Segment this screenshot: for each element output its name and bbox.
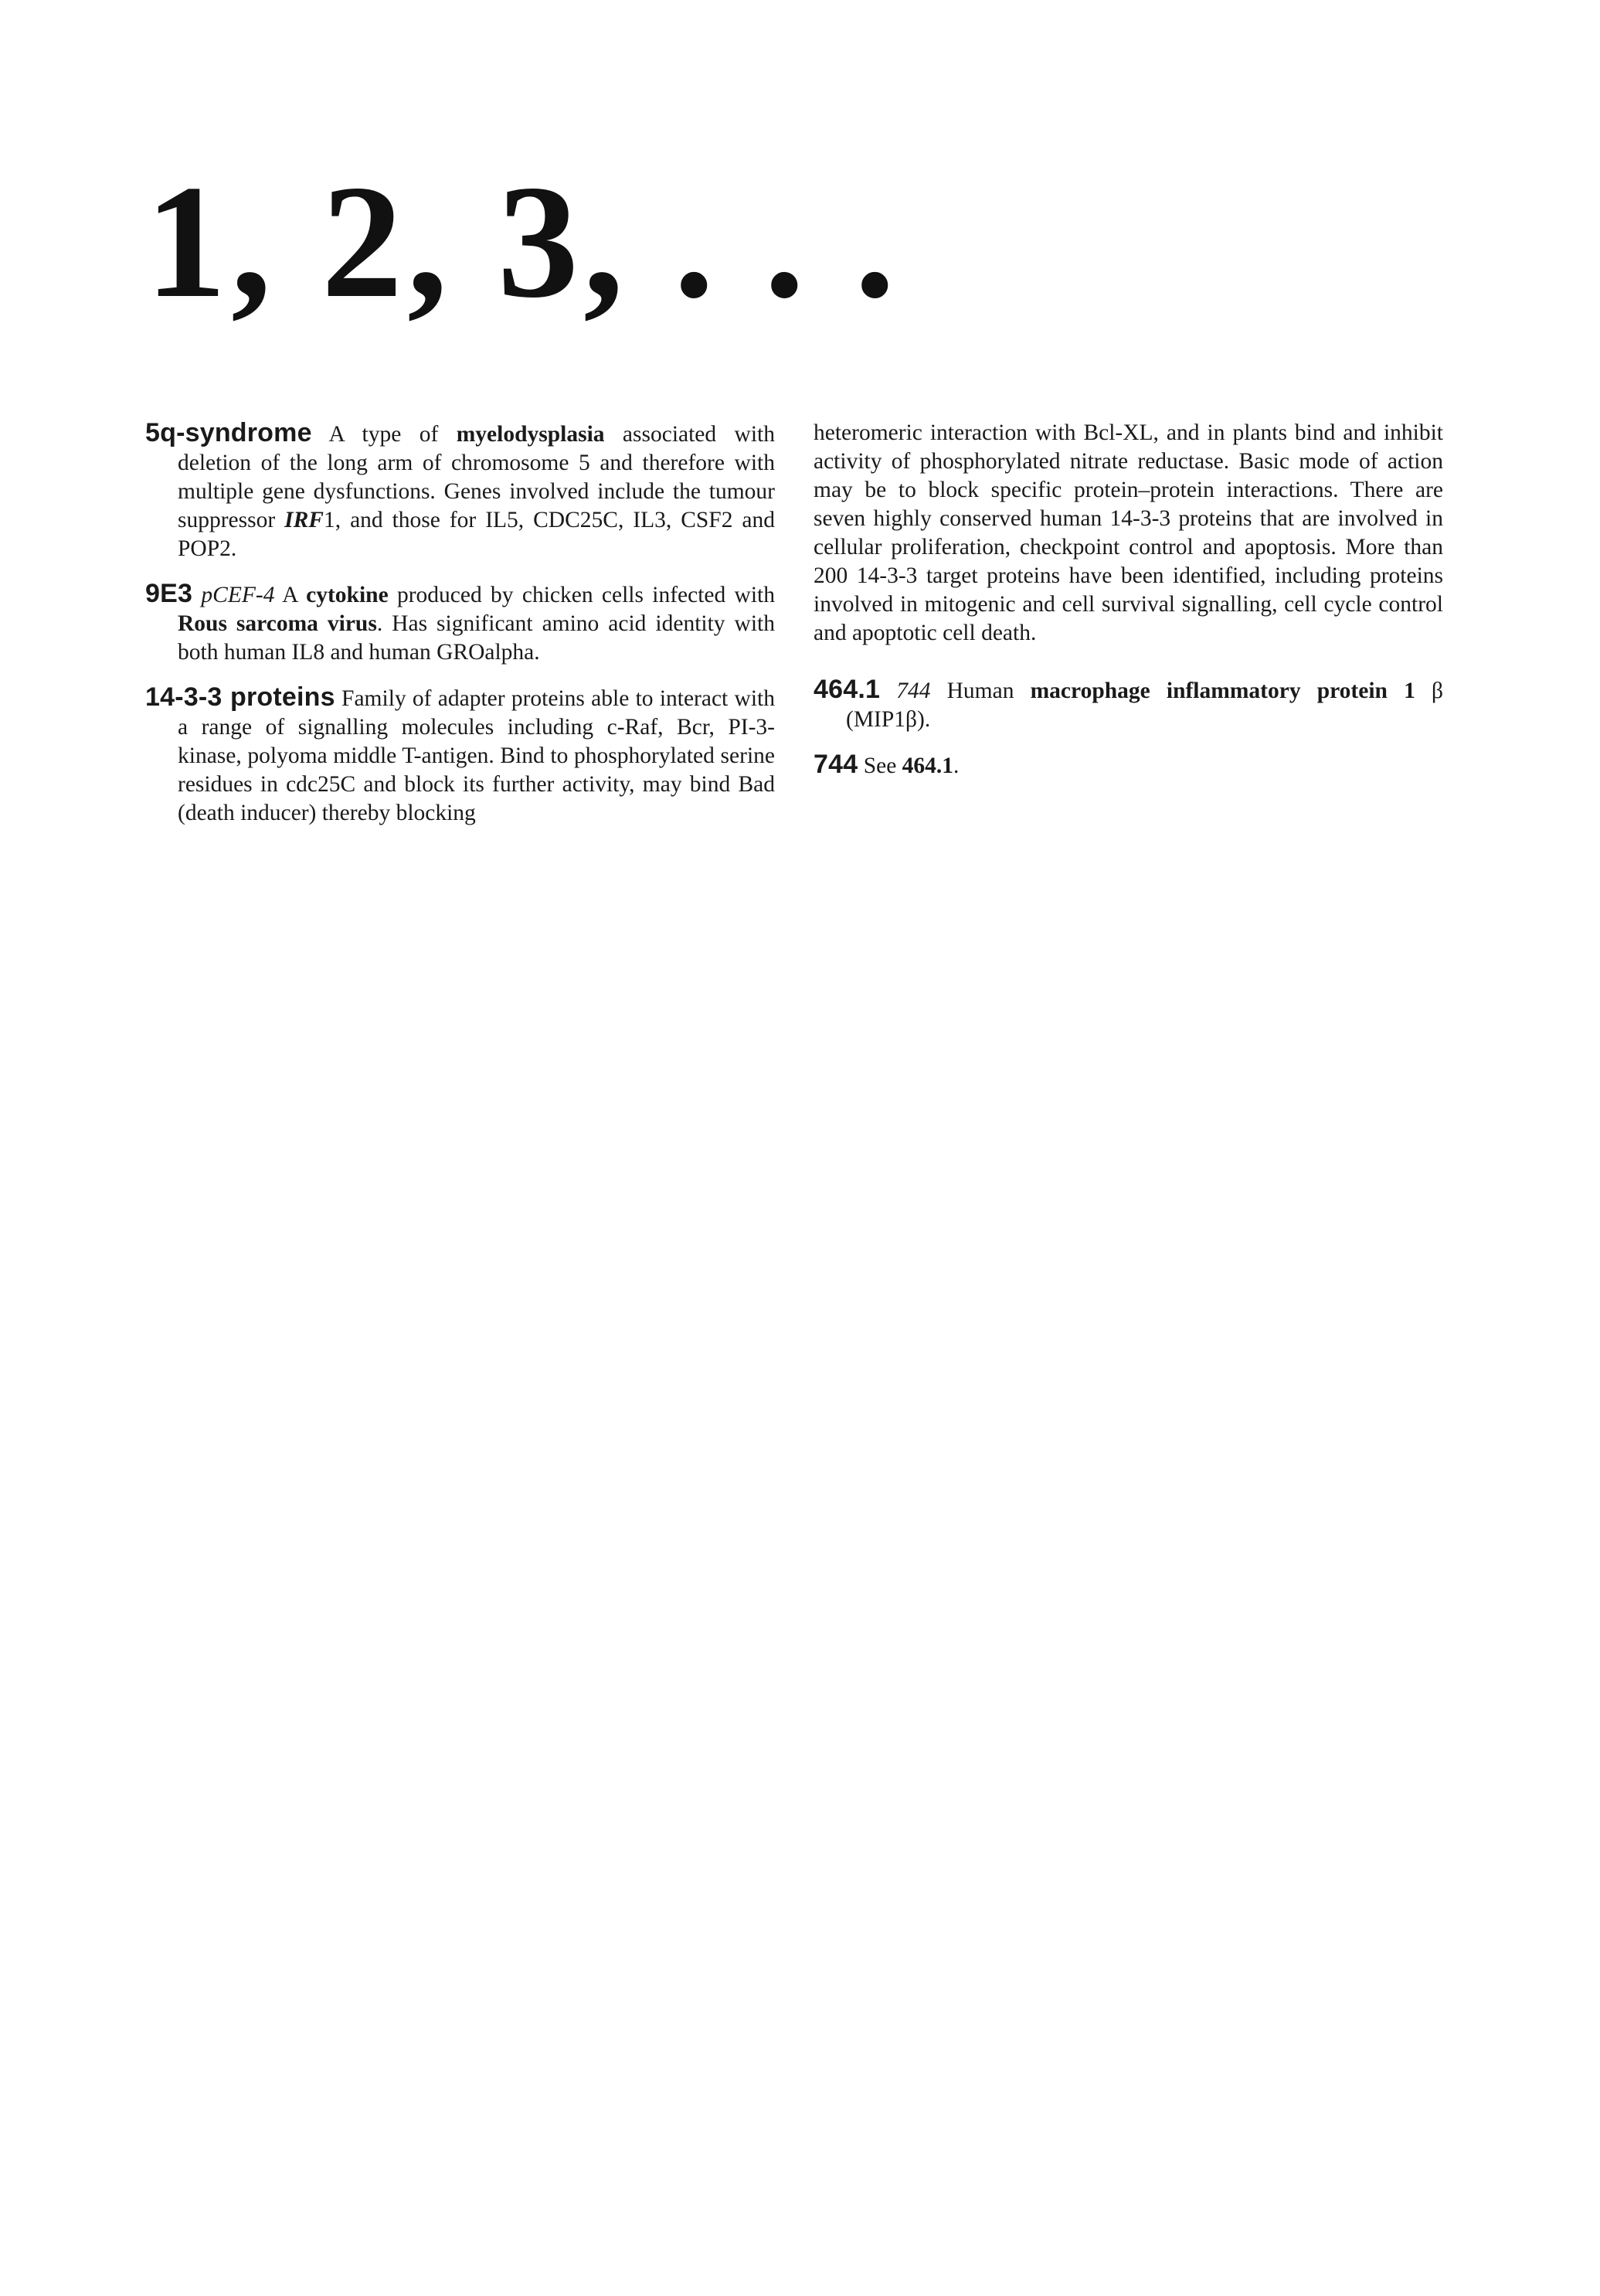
synonym: 744: [896, 679, 931, 703]
definition-text: .: [953, 753, 960, 778]
definition-text: produced by chicken cells infected with: [388, 583, 775, 607]
right-column: [814, 419, 1443, 797]
definition-text: β (MIP1β).: [846, 679, 1443, 732]
headword: 14-3-3 proteins: [145, 682, 335, 712]
gene-name: IRF: [284, 508, 324, 532]
definition-text: See: [858, 753, 902, 778]
entry-14-3-3-proteins: [145, 683, 775, 828]
definition-text: A type of: [311, 422, 457, 447]
cross-reference: 464.1: [902, 753, 954, 778]
cross-reference: macrophage inflammatory protein 1: [1030, 679, 1415, 703]
definition-text: 1, and those for IL5, CDC25C, IL3, CSF2 and POP2.: [178, 508, 775, 561]
page-heading: 1, 2, 3, . . .: [145, 152, 900, 332]
headword: 464.1: [814, 675, 881, 704]
entry-5q-syndrome: [145, 419, 775, 563]
definition-text: . Has significant amino acid identity with both human IL8 and human GROalpha.: [178, 611, 775, 665]
definition-text: A: [274, 583, 307, 607]
definition-text: Human: [930, 679, 1031, 703]
definition-text: heteromeric interaction with Bcl-XL, and in plants bind and inhibit activity of phosphorylated nitrate reductase. Basic mode of action may be to block specific protein–protein interactions. There are seven highly conserved human 14-3-3 proteins that are involved in cellular proliferation, checkpoint control and apoptosis. More than 200 14-3-3 target proteins have been identified, including proteins involved in mitogenic and cell survival signalling, cell cycle control and apoptotic cell death.: [814, 420, 1443, 645]
entry-9e3: [145, 580, 775, 667]
cross-reference: myelodysplasia: [456, 422, 605, 447]
synonym: pCEF-4: [201, 583, 275, 607]
entry-14-3-3-proteins-continued: [814, 419, 1443, 648]
definition-text: Family of adapter proteins able to interact with a range of signalling molecules including c-Raf, Bcr, PI-3-kinase, polyoma middle T-antigen. Bind to phosphorylated serine residues in cdc25C and block its further activity, may bind Bad (death inducer) thereby blocking: [178, 686, 775, 825]
definition-text: associated with deletion of the long arm of chromosome 5 and therefore with multiple gene dysfunctions. Genes involved include the tumour suppressor: [178, 422, 775, 532]
left-column: [145, 419, 775, 844]
cross-reference: cytokine: [306, 583, 389, 607]
headword: 9E3: [145, 579, 193, 608]
headword: 5q-syndrome: [145, 418, 312, 447]
cross-reference: Rous sarcoma virus: [178, 611, 377, 636]
entry-464-1: [814, 675, 1443, 734]
entry-744: [814, 750, 1443, 781]
headword: 744: [814, 750, 858, 779]
